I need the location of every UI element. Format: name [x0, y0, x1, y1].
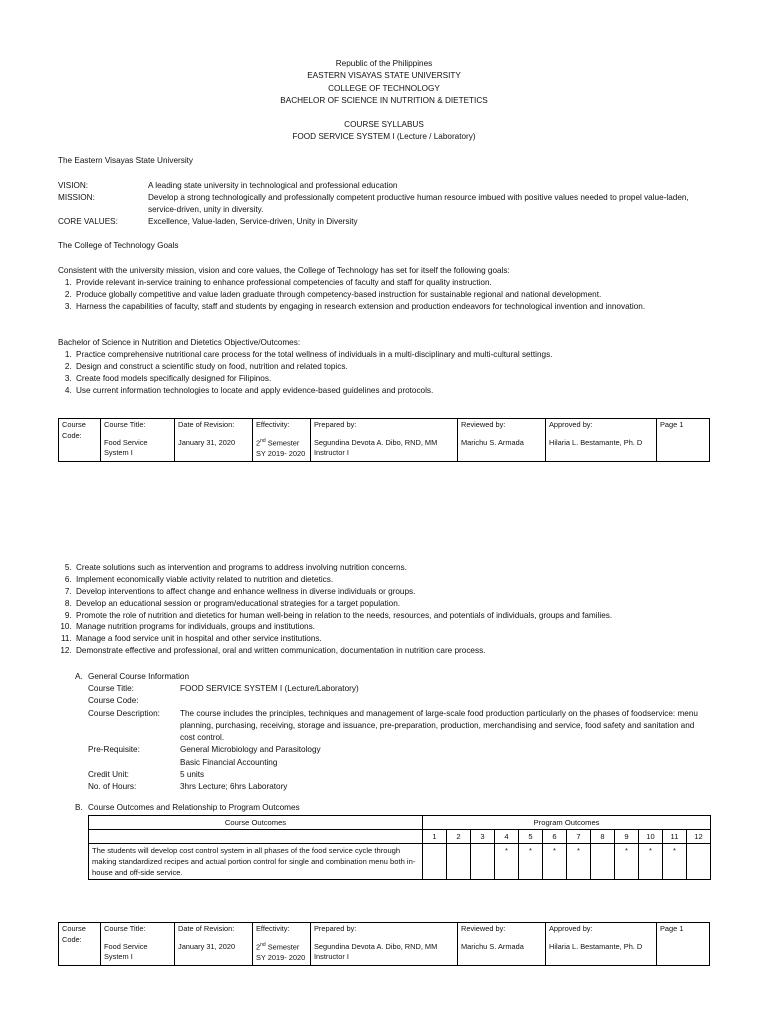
footer-prepared-name: Segundina Devota A. Dibo, RND, MM: [314, 437, 438, 447]
document-header: [0, 58, 768, 144]
header-republic: Republic of the Philippines: [335, 59, 433, 68]
header-course: FOOD SERVICE SYSTEM I (Lecture / Laboratory): [292, 132, 476, 142]
college-goals-intro: Consistent with the university mission, vision and core values, the College of Technology has set for itself the following goals:: [58, 266, 510, 275]
footer-approved-name: Hilaria L. Bestamante, Ph. D: [549, 941, 643, 951]
gi-title-label: Course Title:: [88, 684, 134, 693]
college-goals-list: [46, 277, 736, 313]
po-number: 4: [495, 830, 519, 844]
footer-approved-label: Approved by:: [549, 924, 593, 933]
footer-approved-label: Approved by:: [549, 420, 593, 429]
list-item: 9. Promote the role of nutrition and dietetics for human well-being in relation to the needs, resources, and potentials of individuals, groups and families.: [74, 610, 736, 622]
footer-course-code-label: Course Code:: [59, 923, 101, 966]
gi-prereq-2: Basic Financial Accounting: [180, 757, 278, 767]
po-number: 1: [423, 830, 447, 844]
footer-approved-cell: [546, 419, 657, 462]
header-syllabus: COURSE SYLLABUS: [344, 120, 424, 130]
list-item: 2. Design and construct a scientific study on food, nutrition and related topics.: [74, 361, 736, 373]
po-mark: *: [639, 844, 663, 880]
footer-prepared-cell: [311, 923, 458, 966]
po-number: 5: [519, 830, 543, 844]
list-item: 12. Demonstrate effective and professional, oral and written communication, documentation in nutrition care process.: [74, 645, 736, 657]
po-number: 9: [615, 830, 639, 844]
footer-prepared-label: Prepared by:: [314, 420, 357, 429]
footer-effectivity-label: Effectivity:: [256, 420, 290, 429]
gi-prereq-label: Pre-Requisite:: [88, 745, 140, 755]
po-number: 10: [639, 830, 663, 844]
footer-revision-label: Date of Revision:: [178, 924, 235, 933]
list-item: 3. Create food models specifically designed for Filipinos.: [74, 373, 736, 385]
po-number: 12: [687, 830, 711, 844]
gi-code-label: Course Code:: [88, 696, 139, 706]
footer-reviewed-label: Reviewed by:: [461, 924, 506, 933]
footer-effectivity-semester: 2nd Semester: [256, 437, 300, 448]
section-b-marker: B.: [75, 803, 83, 812]
po-number: 3: [471, 830, 495, 844]
vision-text: A leading state university in technological and professional education: [148, 181, 398, 190]
list-item: 7. Develop interventions to affect change and enhance wellness in diverse individuals or groups.: [74, 586, 736, 598]
po-mark: [591, 844, 615, 880]
header-university: EASTERN VISAYAS STATE UNIVERSITY: [307, 71, 461, 81]
gi-hours-label: No. of Hours:: [88, 782, 137, 792]
program-outcomes-list-a: [46, 349, 736, 397]
college-goals-heading: The College of Technology Goals: [58, 241, 179, 250]
footer-prepared-role: Instructor I: [314, 448, 349, 458]
mission-text: Develop a strong technologically and professionally competent productive human resource imbued with positive values needed to propel value-laden, service-driven, unity in diversity.: [148, 192, 689, 214]
footer-page-number: Page 1: [657, 419, 710, 462]
core-values-label: CORE VALUES:: [58, 216, 118, 226]
footer-effectivity-label: Effectivity:: [256, 924, 290, 933]
footer-effectivity-sy: SY 2019- 2020: [256, 448, 306, 458]
po-number: 7: [567, 830, 591, 844]
po-mark: [471, 844, 495, 880]
footer-effectivity-cell: [253, 419, 311, 462]
po-mark: *: [519, 844, 543, 880]
gi-credit: 5 units: [180, 770, 205, 780]
list-item: 1. Provide relevant in-service training to enhance professional competencies of faculty and staff for quality instruction.: [74, 277, 736, 289]
general-info-table: [88, 683, 710, 794]
list-item: 10. Manage nutrition programs for individuals, groups and institutions.: [74, 621, 736, 633]
po-number: 6: [543, 830, 567, 844]
footer-reviewed-cell: [458, 419, 546, 462]
gi-prereq-cell: [180, 744, 710, 769]
footer-reviewed-name: Marichu S. Armada: [461, 941, 524, 951]
header-college: COLLEGE OF TECHNOLOGY: [328, 83, 440, 93]
gi-desc: The course includes the principles, techniques and management of large-scale food production particularly on the phases of foodservice: menu planning, purchasing, receiving, storage and issuance, pre-preparation, production, merchandising and service, food safety and sanitation and cost control.: [180, 708, 698, 743]
gi-hours: 3hrs Lecture; 6hrs Laboratory: [180, 782, 288, 792]
gi-credit-label: Credit Unit:: [88, 770, 129, 780]
list-item: 1. Practice comprehensive nutritional care process for the total wellness of individuals in a multi-disciplinary and multi-cultural settings.: [74, 349, 736, 361]
list-item: 2. Produce globally competitive and value laden graduate through competency-based instruction for sustainable regional and national development.: [74, 289, 736, 301]
program-outcomes-list-b: [46, 562, 736, 657]
footer-reviewed-cell: [458, 923, 546, 966]
footer-revision-label: Date of Revision:: [178, 420, 235, 429]
po-mark: [423, 844, 447, 880]
footer-page-number: Page 1: [657, 923, 710, 966]
footer-course-title-label: Course Title:: [104, 924, 146, 933]
mission-label: MISSION:: [58, 192, 95, 202]
footer-effectivity-sy: SY 2019- 2020: [256, 952, 306, 962]
gi-prereq-1: General Microbiology and Parasitology: [180, 745, 321, 755]
core-values-text: Excellence, Value-laden, Service-driven, Unity in Diversity: [148, 216, 358, 226]
po-mark: *: [495, 844, 519, 880]
footer-revision-date: January 31, 2020: [178, 437, 236, 447]
university-heading: The Eastern Visayas State University: [58, 156, 194, 165]
footer-prepared-cell: [311, 419, 458, 462]
po-mark: [447, 844, 471, 880]
gi-title: FOOD SERVICE SYSTEM I (Lecture/Laboratory): [180, 684, 359, 693]
po-number: 11: [663, 830, 687, 844]
footer-revision-cell: [175, 923, 253, 966]
section-a-marker: A.: [75, 672, 83, 681]
vision-mission-table: [58, 180, 708, 228]
gi-code: [180, 695, 710, 707]
outcomes-table-heading: Course Outcomes and Relationship to Program Outcomes: [88, 803, 300, 812]
footer-course-title-cell: [101, 923, 175, 966]
po-mark: *: [543, 844, 567, 880]
col-program-outcomes: Program Outcomes: [423, 816, 711, 830]
po-mark: [687, 844, 711, 880]
po-mark: *: [615, 844, 639, 880]
footer-course-title-cell: [101, 419, 175, 462]
course-outcome-text: The students will develop cost control system in all phases of the food service cycle through making standardized recipes and actual portion control for single and combination menu both in-house and off-side service.: [89, 844, 423, 880]
footer-approved-name: Hilaria L. Bestamante, Ph. D: [549, 437, 643, 447]
revision-footer-table-1: [58, 418, 710, 462]
vision-label: VISION:: [58, 181, 89, 190]
number-row-spacer: [89, 830, 423, 844]
footer-effectivity-semester: 2nd Semester: [256, 941, 300, 952]
list-item: 5. Create solutions such as intervention and programs to address involving nutrition concerns.: [74, 562, 736, 574]
footer-course-title: Food Service System I: [104, 437, 148, 458]
list-item: 11. Manage a food service unit in hospital and other service institutions.: [74, 633, 736, 645]
course-outcomes-table: [88, 815, 711, 880]
program-outcomes-heading: Bachelor of Science in Nutrition and Dietetics Objective/Outcomes:: [58, 338, 301, 347]
revision-footer-table-2: [58, 922, 710, 966]
footer-prepared-role: Instructor I: [314, 952, 349, 962]
footer-effectivity-cell: [253, 923, 311, 966]
general-info-heading: General Course Information: [88, 672, 190, 681]
footer-approved-cell: [546, 923, 657, 966]
footer-revision-date: January 31, 2020: [178, 941, 236, 951]
footer-course-code-label: Course Code:: [59, 419, 101, 462]
footer-prepared-name: Segundina Devota A. Dibo, RND, MM: [314, 941, 438, 951]
list-item: 6. Implement economically viable activity related to nutrition and dietetics.: [74, 574, 736, 586]
po-mark: *: [663, 844, 687, 880]
po-number: 8: [591, 830, 615, 844]
footer-prepared-label: Prepared by:: [314, 924, 357, 933]
list-item: 4. Use current information technologies to locate and apply evidence-based guidelines and protocols.: [74, 385, 736, 397]
list-item: 3. Harness the capabilities of faculty, staff and students by engaging in research extension and production endeavors for technological invention and innovation.: [74, 301, 736, 313]
footer-course-title-label: Course Title:: [104, 420, 146, 429]
footer-reviewed-name: Marichu S. Armada: [461, 437, 524, 447]
footer-course-title: Food Service System I: [104, 941, 148, 962]
footer-revision-cell: [175, 419, 253, 462]
po-number: 2: [447, 830, 471, 844]
col-course-outcomes: Course Outcomes: [89, 816, 423, 830]
header-program: BACHELOR OF SCIENCE IN NUTRITION & DIETETICS: [280, 95, 488, 105]
po-mark: *: [567, 844, 591, 880]
footer-reviewed-label: Reviewed by:: [461, 420, 506, 429]
list-item: 8. Develop an educational session or program/educational strategies for a target population.: [74, 598, 736, 610]
gi-desc-label: Course Description:: [88, 708, 160, 718]
